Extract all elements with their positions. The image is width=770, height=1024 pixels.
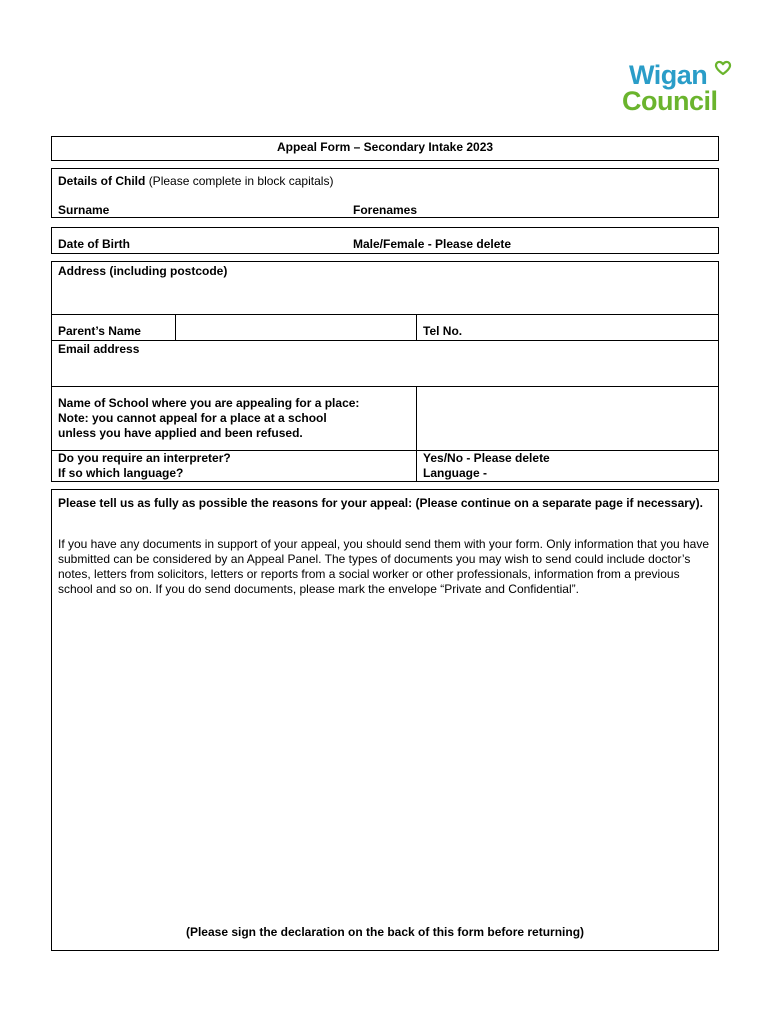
divider (416, 314, 417, 340)
parent-name-label: Parent’s Name (58, 324, 141, 338)
interpreter-answer: Yes/No - Please delete (423, 451, 550, 465)
forenames-label: Forenames (353, 203, 418, 217)
child-details-heading-label: Details of Child (58, 174, 146, 188)
declaration-note: (Please sign the declaration on the back of this form before returning) (185, 925, 585, 939)
contact-details-box (51, 261, 719, 482)
reasons-guidance: If you have any documents in support of your appeal, you should send them with your form. Only information that you have submitted can be considered by an Appeal Panel. The types of documents you may wish to send could include doctor’s notes, letters from solicitors, letters or reports from a social worker or other professionals, information from a previous school and so on. If you do send documents, please mark the envelope “Private and Confidential”. (58, 537, 710, 596)
address-label: Address (including postcode) (58, 264, 228, 278)
wigan-council-logo (620, 58, 738, 120)
gender-label: Male/Female - Please delete (353, 237, 512, 251)
appeal-reasons-box[interactable] (51, 489, 719, 951)
form-title-box (51, 136, 719, 161)
divider (416, 386, 417, 482)
interpreter-question: Do you require an interpreter? (58, 451, 231, 465)
divider (175, 314, 176, 340)
divider (52, 386, 718, 387)
language-answer: Language - (423, 466, 488, 480)
divider (52, 340, 718, 341)
logo-text-wigan: Wigan (629, 60, 708, 90)
logo-text-council: Council (622, 86, 718, 116)
school-label-line2: Note: you cannot appeal for a place at a school (58, 411, 327, 425)
child-details-heading (58, 174, 333, 189)
dob-label: Date of Birth (58, 237, 130, 251)
reasons-heading: Please tell us as fully as possible the reasons for your appeal: (Please continue on a separate page if necessary). (58, 496, 703, 510)
surname-label: Surname (58, 203, 110, 217)
child-details-box (51, 168, 719, 218)
language-question: If so which language? (58, 466, 184, 480)
form-title: Appeal Form – Secondary Intake 2023 (276, 140, 494, 154)
heart-icon (714, 60, 732, 76)
dob-box (51, 227, 719, 254)
divider (52, 314, 718, 315)
school-label-line3: unless you have applied and been refused. (58, 426, 303, 440)
child-details-heading-note: (Please complete in block capitals) (148, 174, 334, 188)
email-label: Email address (58, 342, 140, 356)
tel-label: Tel No. (423, 324, 463, 338)
school-label-line1: Name of School where you are appealing for a place: (58, 396, 360, 410)
